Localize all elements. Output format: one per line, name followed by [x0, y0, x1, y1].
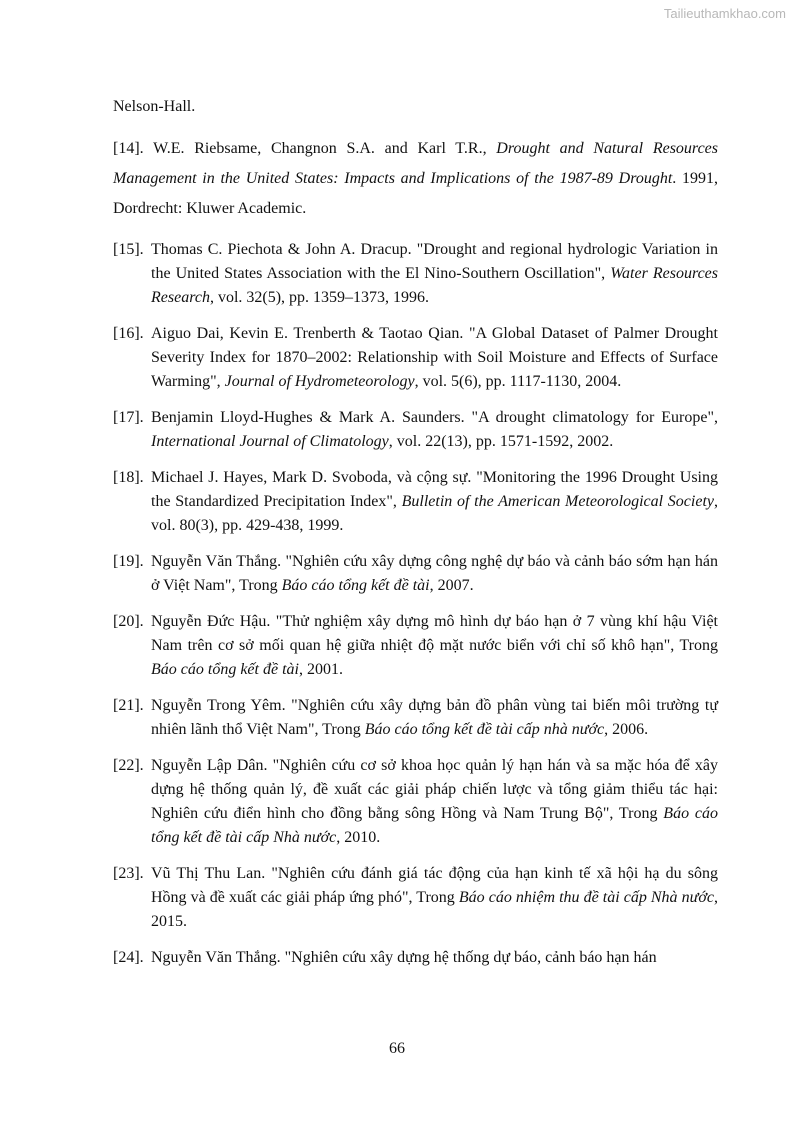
reference-body: Vũ Thị Thu Lan. "Nghiên cứu đánh giá tác động của hạn kinh tế xã hội hạ du sông Hồng và đề xuất các giải pháp ứng phó", Trong Báo cáo nhiệm thu đề tài cấp Nhà nước, 2015. — [151, 865, 718, 930]
reference-number: [17]. — [113, 409, 144, 426]
reference-number: [22]. — [113, 757, 144, 774]
reference-21 — [113, 694, 718, 742]
reference-24 — [113, 946, 718, 970]
reference-text: W.E. Riebsame, Changnon S.A. and Karl T.R., — [143, 140, 497, 157]
reference-19 — [113, 550, 718, 598]
reference-body: Nguyễn Trong Yêm. "Nghiên cứu xây dựng bản đồ phân vùng tai biến môi trường tự nhiên lãnh thổ Việt Nam", Trong Báo cáo tổng kết đề tài cấp nhà nước, 2006. — [151, 697, 718, 738]
reference-source: Bulletin of the American Meteorological Society — [401, 493, 714, 510]
reference-source: Journal of Hydrometeorology — [224, 373, 415, 390]
reference-source: Báo cáo tổng kết đề tài cấp nhà nước — [364, 721, 605, 738]
reference-source: Báo cáo tổng kết đề tài — [151, 661, 299, 678]
reference-number: [20]. — [113, 613, 144, 630]
reference-body: Michael J. Hayes, Mark D. Svoboda, và cộng sự. "Monitoring the 1996 Drought Using the Standardized Precipitation Index", Bulletin of the American Meteorological Society, vol. 80(3), pp. 429-438, 1999. — [151, 469, 718, 534]
reference-body: Benjamin Lloyd-Hughes & Mark A. Saunders. "A drought climatology for Europe", International Journal of Climatology, vol. 22(13), pp. 1571-1592, 2002. — [151, 409, 718, 450]
reference-list — [113, 92, 718, 982]
reference-body: Aiguo Dai, Kevin E. Trenberth & Taotao Qian. "A Global Dataset of Palmer Drought Severity Index for 1870–2002: Relationship with Soil Moisture and Effects of Surface Warming", Journal of Hydrometeorology, vol. 5(6), pp. 1117-1130, 2004. — [151, 325, 718, 390]
reference-number: [24]. — [113, 949, 144, 966]
reference-source: International Journal of Climatology — [151, 433, 389, 450]
reference-number: [23]. — [113, 865, 144, 882]
reference-16 — [113, 322, 718, 394]
continued-reference-tail: Nelson-Hall. — [113, 98, 196, 115]
reference-body: Nguyễn Văn Thắng. "Nghiên cứu xây dựng hệ thống dự báo, cảnh báo hạn hán — [151, 949, 657, 966]
reference-number: [15]. — [113, 241, 144, 258]
reference-body: Thomas C. Piechota & John A. Dracup. "Drought and regional hydrologic Variation in the United States Association with the El Nino-Southern Oscillation", Water Resources Research, vol. 32(5), pp. 1359–1373, 1996. — [151, 241, 719, 306]
page-number: 66 — [389, 1040, 405, 1057]
reference-text: . 1991, Dordrecht: Kluwer Academic. — [113, 170, 719, 217]
reference-23 — [113, 862, 718, 934]
reference-number: [21]. — [113, 697, 144, 714]
reference-body: Nguyễn Lập Dân. "Nghiên cứu cơ sở khoa học quản lý hạn hán và sa mặc hóa để xây dựng hệ thống quản lý, đề xuất các giải pháp chiến lược và tổng giảm thiểu tác hại: Nghiên cứu điển hình cho đồng bằng sông Hồng và Nam Trung Bộ", Trong Báo cáo tổng kết đề tài cấp Nhà nước, 2010. — [151, 757, 718, 846]
reference-number: [14]. — [113, 140, 144, 157]
reference-body: Nguyễn Đức Hậu. "Thử nghiệm xây dựng mô hình dự báo hạn ở 7 vùng khí hậu Việt Nam trên cơ sở mối quan hệ giữa nhiệt độ mặt nước biển với chỉ số khô hạn", Trong Báo cáo tổng kết đề tài, 2001. — [151, 613, 718, 678]
reference-number: [18]. — [113, 469, 144, 486]
watermark: Tailieuthamkhao.com — [663, 6, 786, 21]
reference-14 — [113, 134, 718, 224]
reference-15 — [113, 238, 718, 310]
reference-source: Báo cáo tổng kết đề tài — [281, 577, 430, 594]
reference-22 — [113, 754, 718, 850]
reference-number: [19]. — [113, 553, 144, 570]
reference-source: Water Resources Research — [151, 265, 719, 306]
reference-18 — [113, 466, 718, 538]
reference-source: Báo cáo nhiệm thu đề tài cấp Nhà nước — [458, 889, 714, 906]
reference-number: [16]. — [113, 325, 144, 342]
reference-source: Báo cáo tổng kết đề tài cấp Nhà nước — [151, 805, 718, 846]
reference-17 — [113, 406, 718, 454]
reference-title: Drought and Natural Resources Management in the United States: Impacts and Implications of the 1987-89 Drought — [113, 140, 718, 187]
reference-body: Nguyễn Văn Thắng. "Nghiên cứu xây dựng công nghệ dự báo và cảnh báo sớm hạn hán ở Việt Nam", Trong Báo cáo tổng kết đề tài, 2007. — [151, 553, 718, 594]
reference-20 — [113, 610, 718, 682]
